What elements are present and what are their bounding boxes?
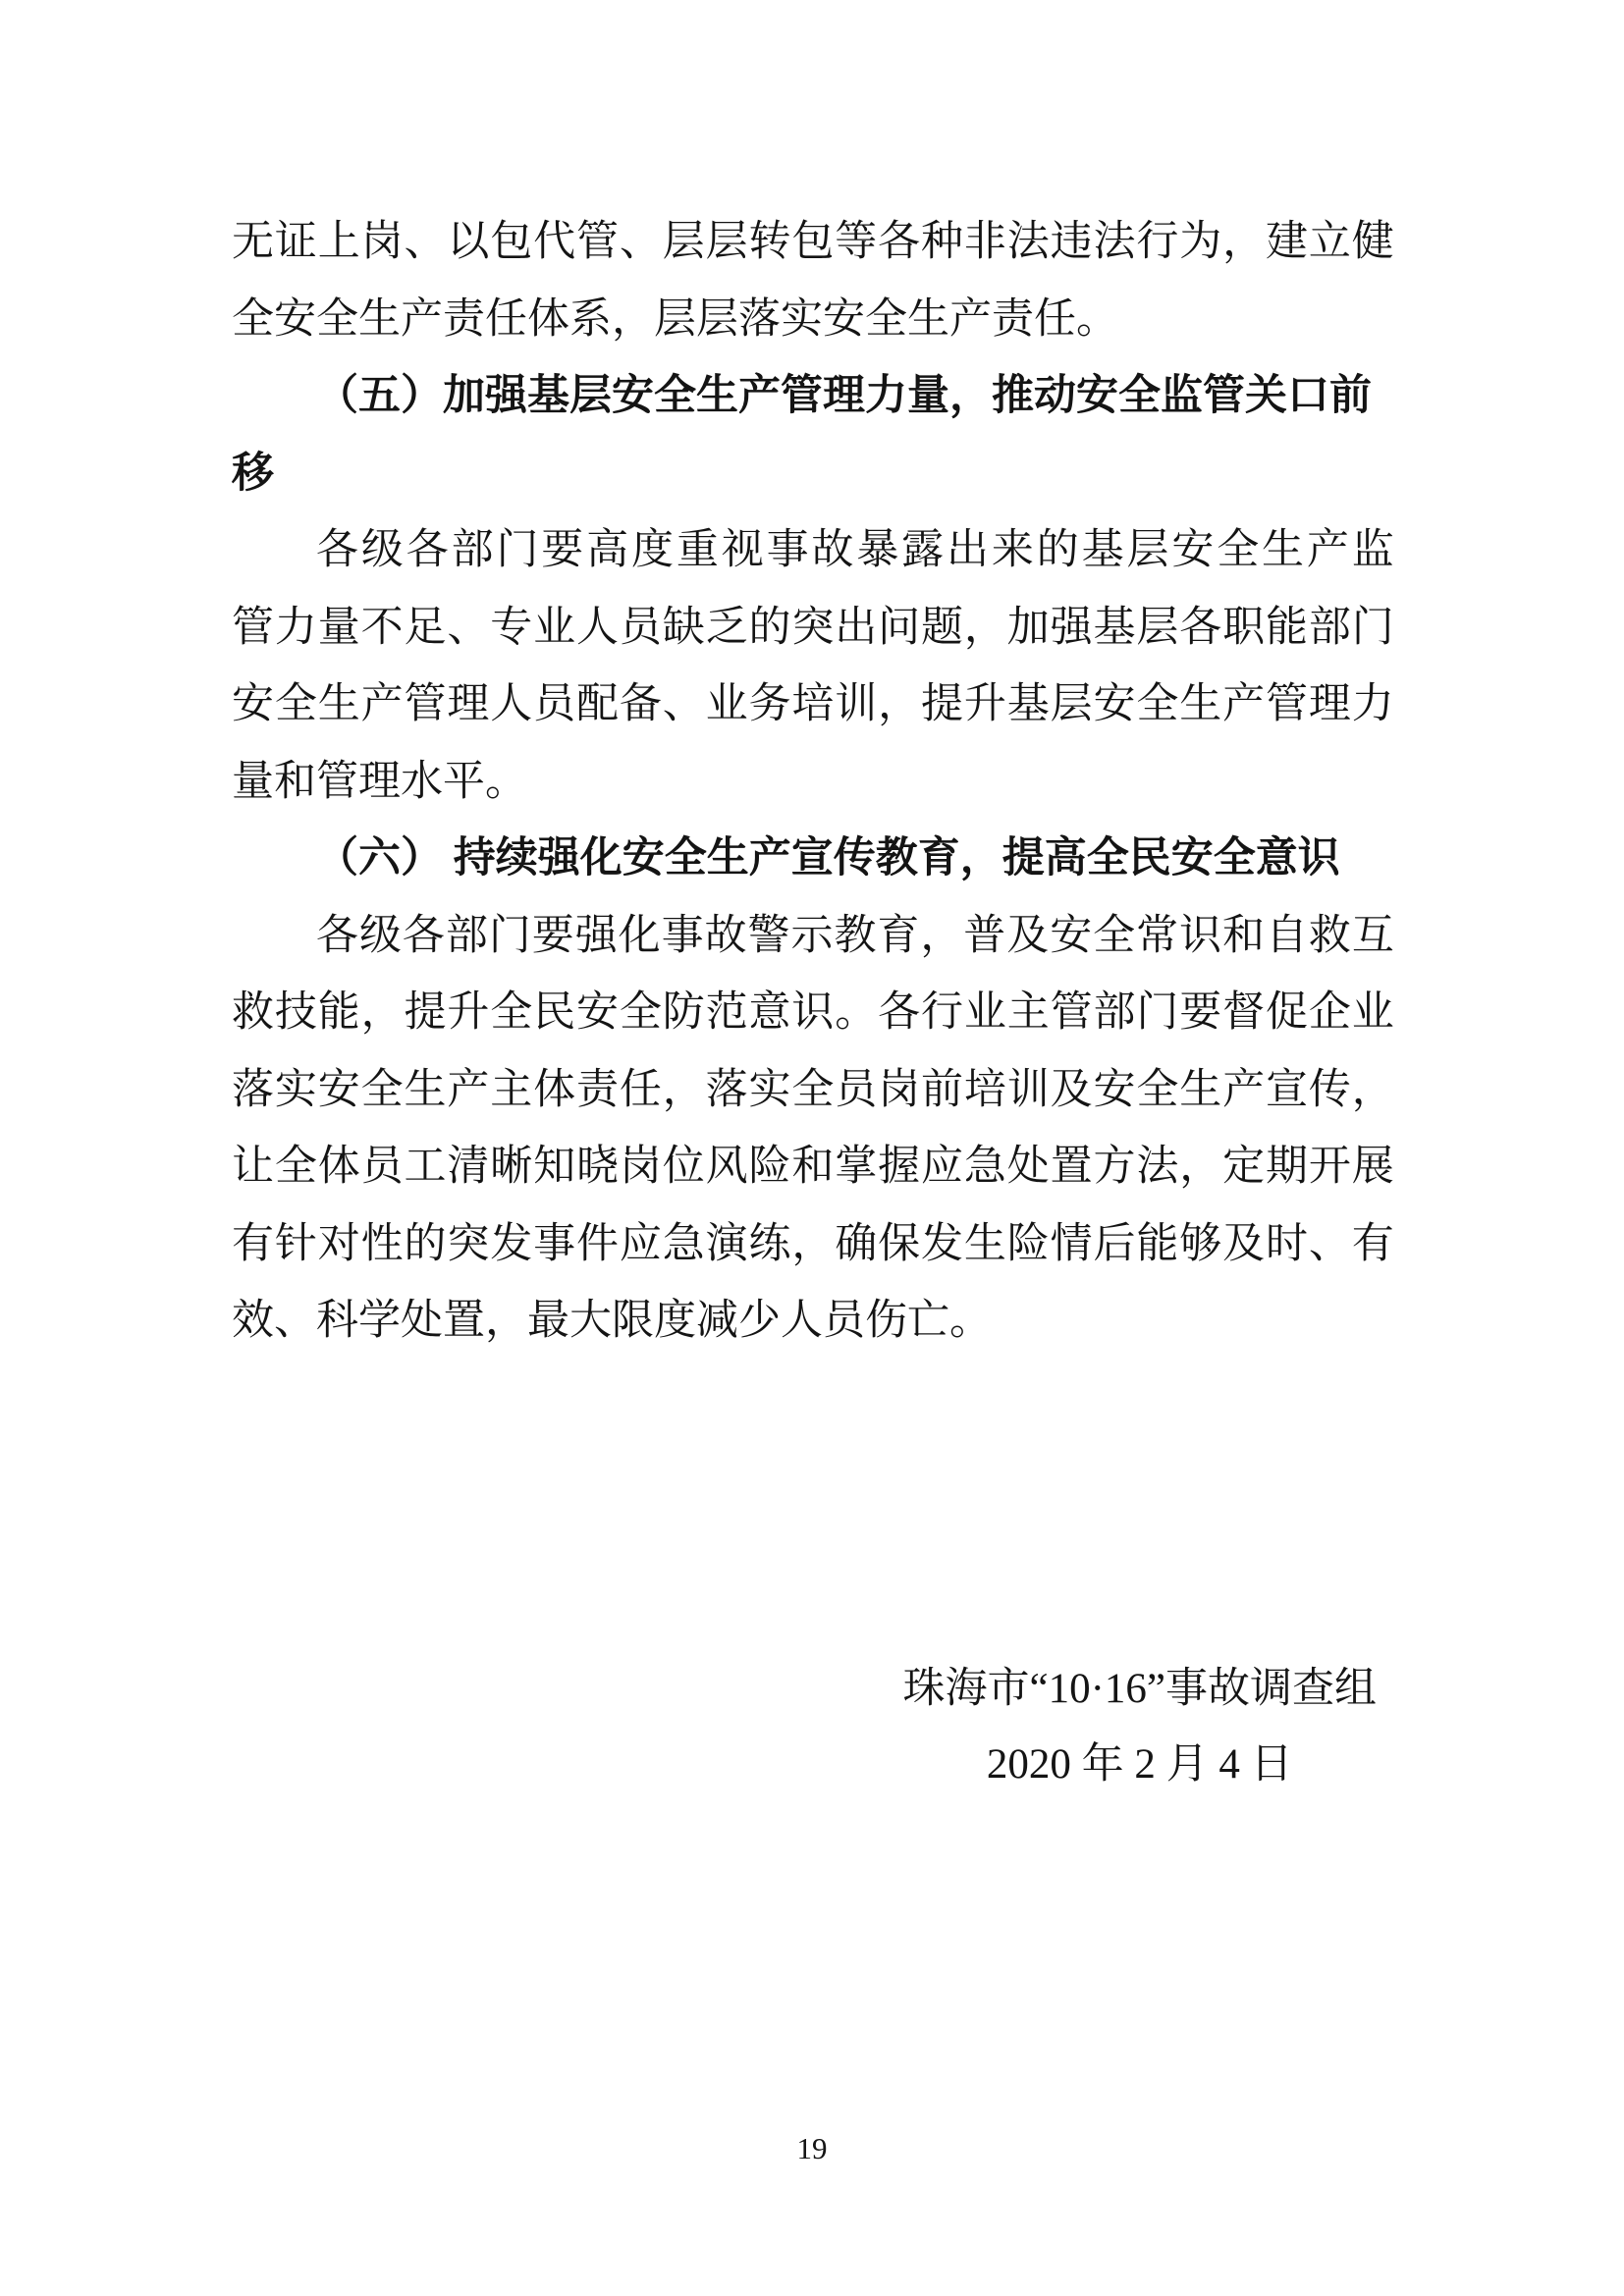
section-heading-5-line-2: 移 bbox=[232, 450, 274, 497]
body-line: 各 级 各 部 门 要 强 化 事 故 警 示 教 育 ， 普 及 安 全 常 识 和 自 救 互 bbox=[316, 912, 1394, 959]
body-line: 让 全 体 员 工 清 晰 知 晓 岗 位 风 险 和 掌 握 应 急 处 置 方 法 ， 定 期 开 展 bbox=[232, 1144, 1394, 1190]
body-line: 安 全 生 产 管 理 人 员 配 备 、 业 务 培 训 ， 提 升 基 层 安 全 生 产 管 理 力 bbox=[232, 681, 1394, 727]
body-line: 救 技 能 ， 提 升 全 民 安 全 防 范 意 识 。 各 行 业 主 管 部 门 要 督 促 企 业 bbox=[232, 989, 1394, 1036]
signature-date: 2020 年 2 月 4 日 bbox=[986, 1741, 1293, 1788]
body-line: 全安全生产责任体系，层层落实安全生产责任。 bbox=[232, 295, 1118, 343]
body-line: 落 实 安 全 生 产 主 体 责 任 ， 落 实 全 员 岗 前 培 训 及 安 全 生 产 宣 传 ， bbox=[232, 1066, 1394, 1113]
body-line: 量和管理水平。 bbox=[232, 758, 527, 805]
body-line: 管 力 量 不 足 、 专 业 人 员 缺 乏 的 突 出 问 题 ， 加 强 基 层 各 职 能 部 门 bbox=[232, 604, 1394, 651]
section-heading-5-line-1: （五）加强基层安全生产管理力量，推动安全监管关口前 bbox=[316, 373, 1372, 419]
signature-block bbox=[903, 1651, 1378, 1802]
body-line: 各 级 各 部 门 要 高 度 重 视 事 故 暴 露 出 来 的 基 层 安 全 生 产 监 bbox=[316, 527, 1394, 573]
section-heading-6: （六） 持续强化安全生产宣传教育，提高全民安全意识 bbox=[316, 835, 1340, 881]
body-line: 无 证 上 岗 、 以 包 代 管 、 层 层 转 包 等 各 种 非 法 违 法 行 为 ， 建 立 健 bbox=[232, 219, 1394, 265]
signature-organization: 珠海市“10·16”事故调查组 bbox=[902, 1666, 1377, 1712]
page-number: 19 bbox=[796, 2131, 828, 2165]
body-line: 效、科学处置，最大限度减少人员伤亡。 bbox=[232, 1298, 992, 1344]
body-line: 有 针 对 性 的 突 发 事 件 应 急 演 练 ， 确 保 发 生 险 情 后 能 够 及 时 、 有 bbox=[232, 1220, 1394, 1267]
document-body bbox=[232, 204, 1394, 1361]
